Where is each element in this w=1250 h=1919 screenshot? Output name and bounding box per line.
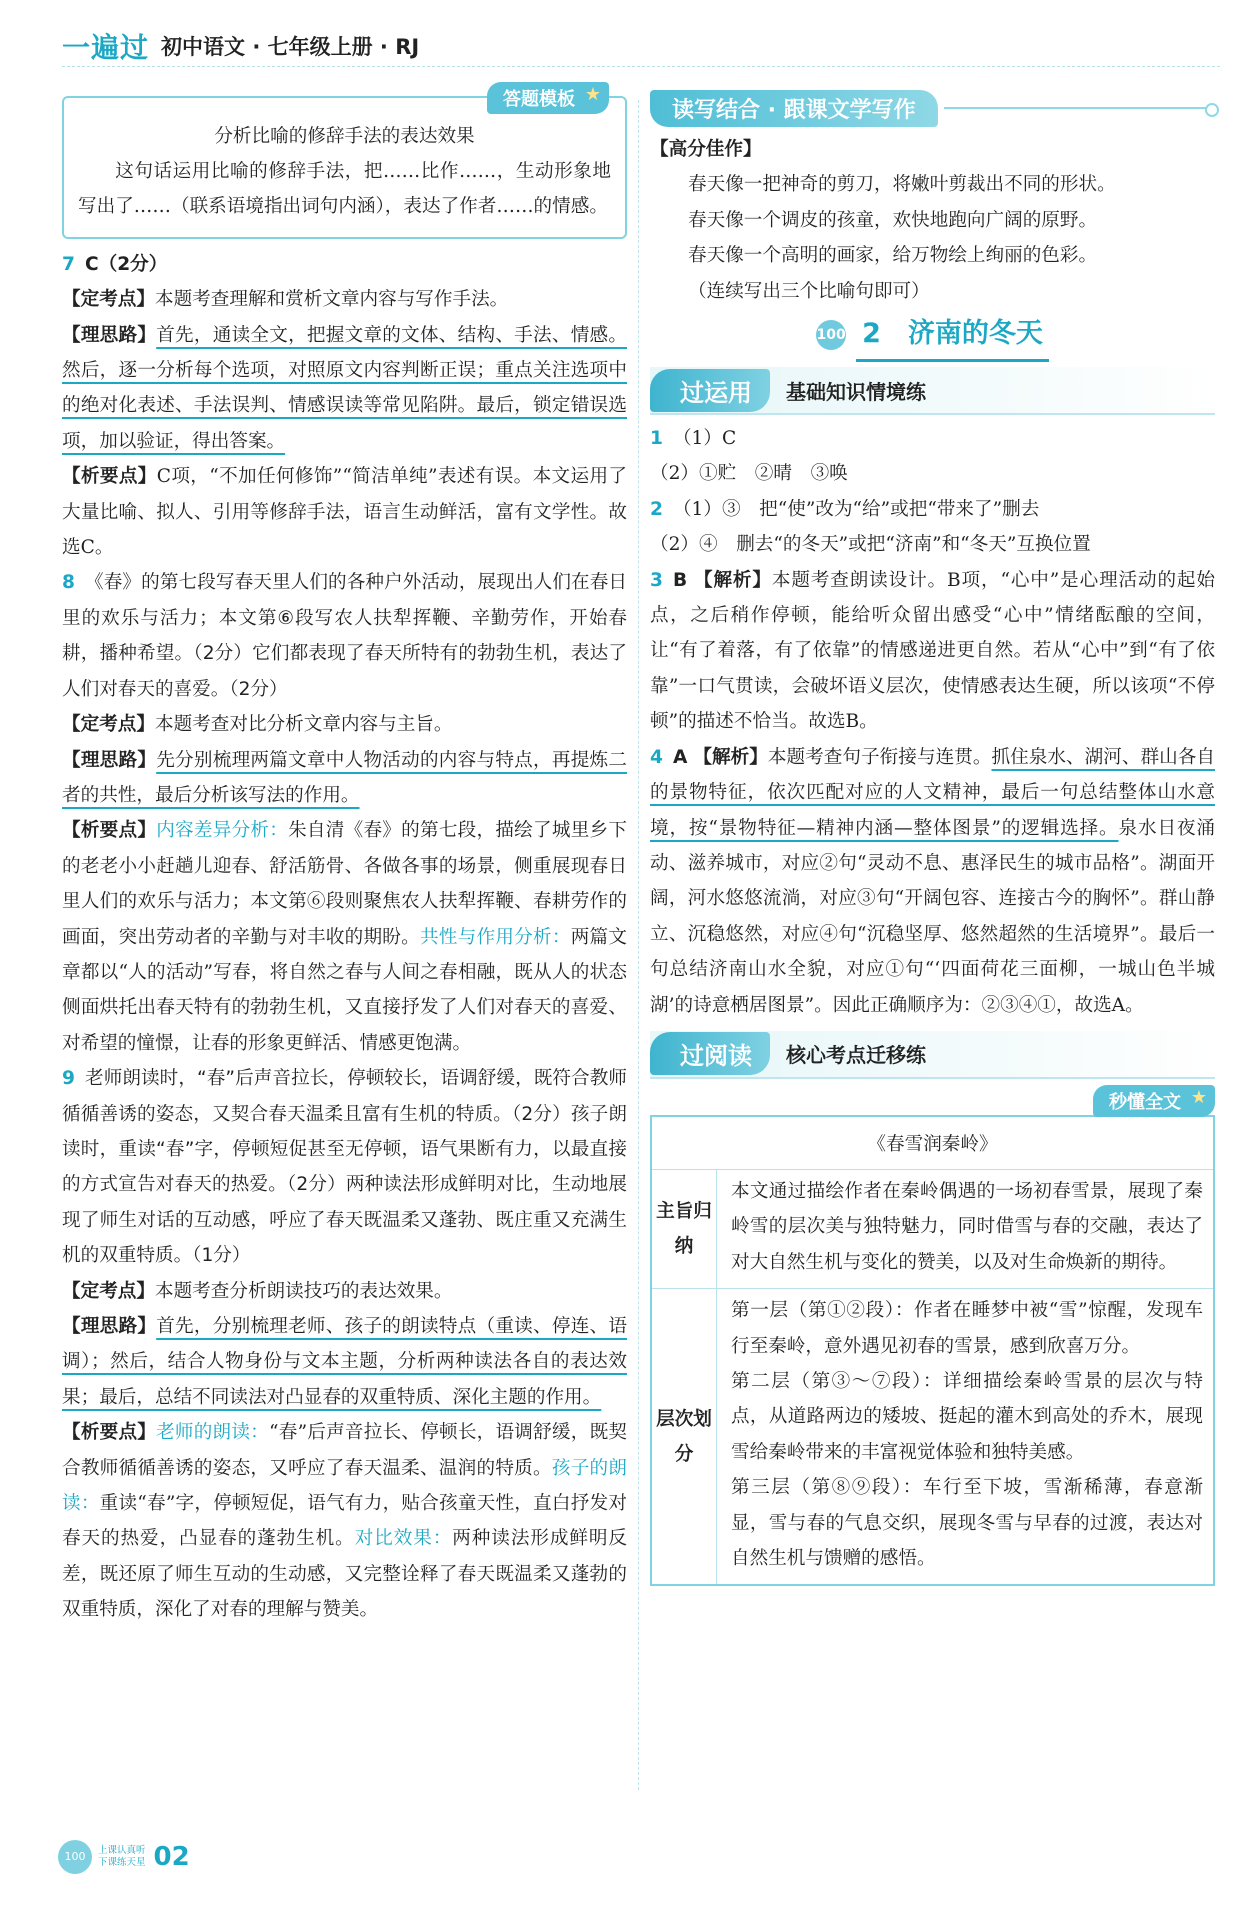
column-divider (638, 100, 639, 1790)
page-header (62, 26, 419, 66)
answer-template-box (62, 84, 627, 239)
a3-answer: B (672, 569, 688, 591)
lesson-title-text: 2 济南的冬天 (856, 309, 1049, 362)
banner-line (944, 107, 1215, 109)
q7-silu: 首先，通读全文，把握文章的文体、结构、手法、情感。然后，逐一分析每个选项，对照原文内容判断正误；重点关注选项中的绝对化表述、手法误判、情感误读等常见陷阱。最后，锁定错误选项，加以验证，得出答案。 (62, 324, 627, 452)
q8-yaodian-2: 两篇文章都以“人的活动”写春，将自然之春与人间之春相融，既从人的状态侧面烘托出春天特有的勃勃生机，又直接抒发了人们对春天的喜爱、对希望的憧憬，让春的形象更鲜活、情感更饱满。 (62, 926, 627, 1054)
question-7 (62, 247, 627, 566)
a4-answer: A (672, 746, 688, 768)
q9-yaodian-2: 重读“春”字，停顿短促，语气有力，贴合孩童天性，直白抒发对春天的热爱，凸显春的蓬勃生机。 (62, 1493, 627, 1550)
right-column (650, 82, 1215, 1586)
q8-kaodian: 本题考查对比分析文章内容与主旨。 (154, 714, 453, 736)
a2-part2: （2）④ 删去“的冬天”或把“济南”和“冬天”互换位置 (650, 534, 1091, 556)
writing-banner (650, 88, 1215, 128)
row-head-theme: 主旨归纳 (651, 1169, 717, 1288)
q9-silu: 首先，分别梳理老师、孩子的朗读特点（重读、停连、语调）；然后，结合人物身份与文本主题，分析两种读法各自的表达效果；最后，总结不同读法对凸显春的双重特质、深化主题的作用。 (62, 1316, 627, 1408)
section-practice-subtitle: 基础知识情境练 (786, 379, 926, 404)
q8-number: 8 (62, 572, 75, 594)
summary-tag: 秒懂全文 ★ (1093, 1085, 1215, 1117)
q8-label-kaodian: 【定考点】 (62, 714, 155, 736)
q9-key-child: 孩子的朗读： (62, 1457, 627, 1515)
brand-logo: 一遍过 (62, 31, 150, 64)
q8-label-silu: 【理思路】 (62, 749, 157, 771)
q9-label-kaodian: 【定考点】 (62, 1280, 155, 1302)
layer-2: 第二层（第③～⑦段）：详细描绘秦岭雪景的层次与特点，从道路两边的矮坡、挺起的灌木到高处的乔木，展现雪给秦岭带来的丰富视觉体验和独特美感。 (731, 1370, 1203, 1463)
q9-label-silu: 【理思路】 (62, 1316, 157, 1337)
q9-label-yaodian: 【析要点】 (62, 1422, 157, 1444)
footer-motto-line-2: 下课练天星 (98, 1857, 146, 1868)
footer-motto (98, 1845, 146, 1869)
book-subject: 初中语文 · 七年级上册 · RJ (161, 35, 420, 59)
q8-key-common: 共性与作用分析： (419, 926, 571, 948)
q8-key-difference: 内容差异分析： (156, 820, 289, 842)
star-icon: ★ (584, 84, 601, 105)
row-body-structure (717, 1289, 1215, 1586)
layer-1: 第一层（第①②段）：作者在睡梦中被“雪”惊醒，发现车行至秦岭，意外遇见初春的雪景，感到欣喜万分。 (731, 1300, 1203, 1357)
a4-text-3: 泉水日夜涌动、滋养城市，对应②句“灵动不息、惠泽民生的城市品格”。湖面开阔，河水悠悠流淌，对应③句“开阔包容、连接古今的胸怀”。群山静立、沉稳悠然，对应④句“沉稳坚厚、悠然超然的生活境界”。最后一句总结济南山水全貌，对应①句“‘四面荷花三面柳，一城山色半城湖’的诗意栖居图景”。因此正确顺序为：②③④①，故选A。 (650, 817, 1215, 1016)
a1-part2: （2）①贮 ②晴 ③唤 (650, 463, 848, 485)
section-reading-label: 过阅读 (650, 1032, 770, 1075)
banner-dot-icon (1205, 103, 1219, 117)
row-body-theme: 本文通过描绘作者在秦岭偶遇的一场初春雪景，展现了秦岭雪的层次美与独特魅力，同时借雪与春的交融，表达了对大自然生机与变化的赞美，以及对生命焕新的期待。 (717, 1169, 1215, 1288)
a1-number: 1 (650, 428, 663, 450)
section-reading-subtitle: 核心考点迁移练 (786, 1043, 926, 1068)
a3-label: 【解析】 (693, 569, 772, 591)
template-title: 分析比喻的修辞手法的表达效果 (214, 126, 475, 147)
q8-label-yaodian: 【析要点】 (62, 820, 157, 842)
summary-tag-bar (650, 1085, 1215, 1115)
a4-label: 【解析】 (693, 746, 768, 768)
writing-label: 【高分佳作】 (650, 139, 762, 160)
q8-yaodian-1: 朱自清《春》的第七段，描绘了城里乡下的老老小小赶趟儿迎春、舒活筋骨、各做各事的场景，侧重展现春日里人们的欢乐与活力；本文第⑥段则聚焦农人扶犁挥鞭、春耕劳作的画面，突出劳动者的辛勤与对丰收的期盼。 (62, 820, 627, 948)
header-divider (62, 66, 1220, 67)
a3-number: 3 (650, 569, 663, 591)
layer-3: 第三层（第⑧⑨段）：车行至下坡，雪渐稀薄，春意渐显，雪与春的气息交织，展现冬雪与早春的过渡，表达对自然生机与馈赠的感悟。 (731, 1477, 1203, 1569)
table-row (651, 1169, 1214, 1288)
writing-line-1: 春天像一把神奇的剪刀，将嫩叶剪裁出不同的形状。 (688, 174, 1116, 196)
row-head-structure: 层次划分 (651, 1289, 717, 1586)
q7-answer: C（2分） (84, 253, 168, 275)
template-text: 这句话运用比喻的修辞手法，把……比作……，生动形象地写出了……（联系语境指出词句内涵），表达了作者……的情感。 (78, 161, 611, 218)
q9-number: 9 (62, 1068, 75, 1090)
footer-logo-icon: 100 (58, 1840, 92, 1874)
footer-motto-line-1: 上课认真听 (98, 1845, 146, 1856)
question-9 (62, 1061, 627, 1628)
left-column (62, 82, 627, 1628)
writing-line-2: 春天像一个调皮的孩童，欢快地跑向广阔的原野。 (688, 209, 1098, 231)
star-icon: ★ (1190, 1086, 1207, 1108)
table-row (651, 1116, 1214, 1170)
summary-title: 《春雪润秦岭》 (651, 1116, 1214, 1170)
writing-note: （连续写出三个比喻句即可） (688, 280, 930, 302)
q7-yaodian: C项，“不加任何修饰”“简洁单纯”表述有误。本文运用了大量比喻、拟人、引用等修辞手法，语言生动鲜活，富有文学性。故选C。 (62, 466, 627, 559)
lesson-badge-icon: 100 (816, 320, 846, 350)
question-8 (62, 565, 627, 1061)
q7-label-yaodian: 【析要点】 (62, 466, 157, 488)
q9-key-teacher: 老师的朗读： (156, 1422, 270, 1444)
a4-number: 4 (650, 746, 663, 768)
a2-number: 2 (650, 498, 663, 520)
section-practice (650, 367, 1215, 415)
table-row (651, 1289, 1214, 1586)
writing-banner-label: 读写结合 · 跟课文学写作 (650, 90, 938, 127)
a4-text-1: 本题考查句子衔接与连贯。 (767, 746, 992, 768)
answer-template-tag: 答题模板 ★ (487, 82, 609, 114)
q9-key-contrast: 对比效果： (354, 1528, 453, 1550)
q7-number: 7 (62, 253, 75, 275)
summary-table (650, 1115, 1215, 1586)
q7-kaodian: 本题考查理解和赏析文章内容与写作手法。 (154, 289, 509, 311)
q9-answer: 老师朗读时，“春”后声音拉长，停顿较长，语调舒缓，既符合教师循循善诱的姿态，又契合春天温柔且富有生机的特质。（2分）孩子朗读时，重读“春”字，停顿短促甚至无停顿，语气果断有力，以最直接的方式宣告对春天的热爱。（2分）两种读法形成鲜明对比，生动地展现了师生对话的互动感，呼应了春天既温柔又蓬勃、既庄重又充满生机的双重特质。（1分） (62, 1068, 627, 1267)
a3-text: 本题考查朗读设计。B项，“心中”是心理活动的起始点，之后稍作停顿，能给听众留出感受“心中”情绪酝酿的空间，让“有了着落，有了依靠”的情感递进更自然。若从“心中”到“有了依靠”一口气贯读，会破坏语义层次，使情感表达生硬，所以该项“不停顿”的描述不恰当。故选B。 (650, 569, 1215, 733)
q7-label-kaodian: 【定考点】 (62, 289, 155, 311)
page-footer (58, 1840, 190, 1874)
section-reading (650, 1031, 1215, 1079)
section-practice-label: 过运用 (650, 369, 770, 412)
q7-label-silu: 【理思路】 (62, 324, 157, 346)
q8-silu: 先分别梳理两篇文章中人物活动的内容与特点，再提炼二者的共性，最后分析该写法的作用。 (62, 749, 627, 806)
q9-yaodian-3: 两种读法形成鲜明反差，既还原了师生互动的生动感，又完整诠释了春天既温柔又蓬勃的双重特质，深化了对春的理解与赞美。 (62, 1528, 627, 1621)
page-number: 02 (153, 1842, 190, 1872)
writing-line-3: 春天像一个高明的画家，给万物绘上绚丽的色彩。 (688, 245, 1098, 267)
writing-sample (650, 132, 1215, 309)
lesson-title (650, 309, 1215, 359)
q8-answer: 《春》的第七段写春天里人们的各种户外活动，展现出人们在春日里的欢乐与活力；本文第⑥段写农人扶犁挥鞭、辛勤劳作，开始春耕，播种希望。（2分）它们都表现了春天所特有的勃勃生机，表达了人们对春天的喜爱。（2分） (62, 572, 627, 700)
q9-yaodian-1: “春”后声音拉长、停顿长，语调舒缓，既契合教师循循善诱的姿态，又呼应了春天温柔、温润的特质。 (62, 1422, 627, 1479)
q9-kaodian: 本题考查分析朗读技巧的表达效果。 (154, 1280, 453, 1302)
a2-part1: （1）③ 把“使”改为“给”或把“带来了”删去 (672, 498, 1040, 520)
a4-text-2: 抓住泉水、湖河、群山各自的景物特征，依次匹配对应的人文精神，最后一句总结整体山水意境，按“景物特征—精神内涵—整体图景”的逻辑选择。 (650, 746, 1215, 839)
a1-part1: （1）C (672, 428, 737, 450)
practice-answers (650, 421, 1215, 1023)
